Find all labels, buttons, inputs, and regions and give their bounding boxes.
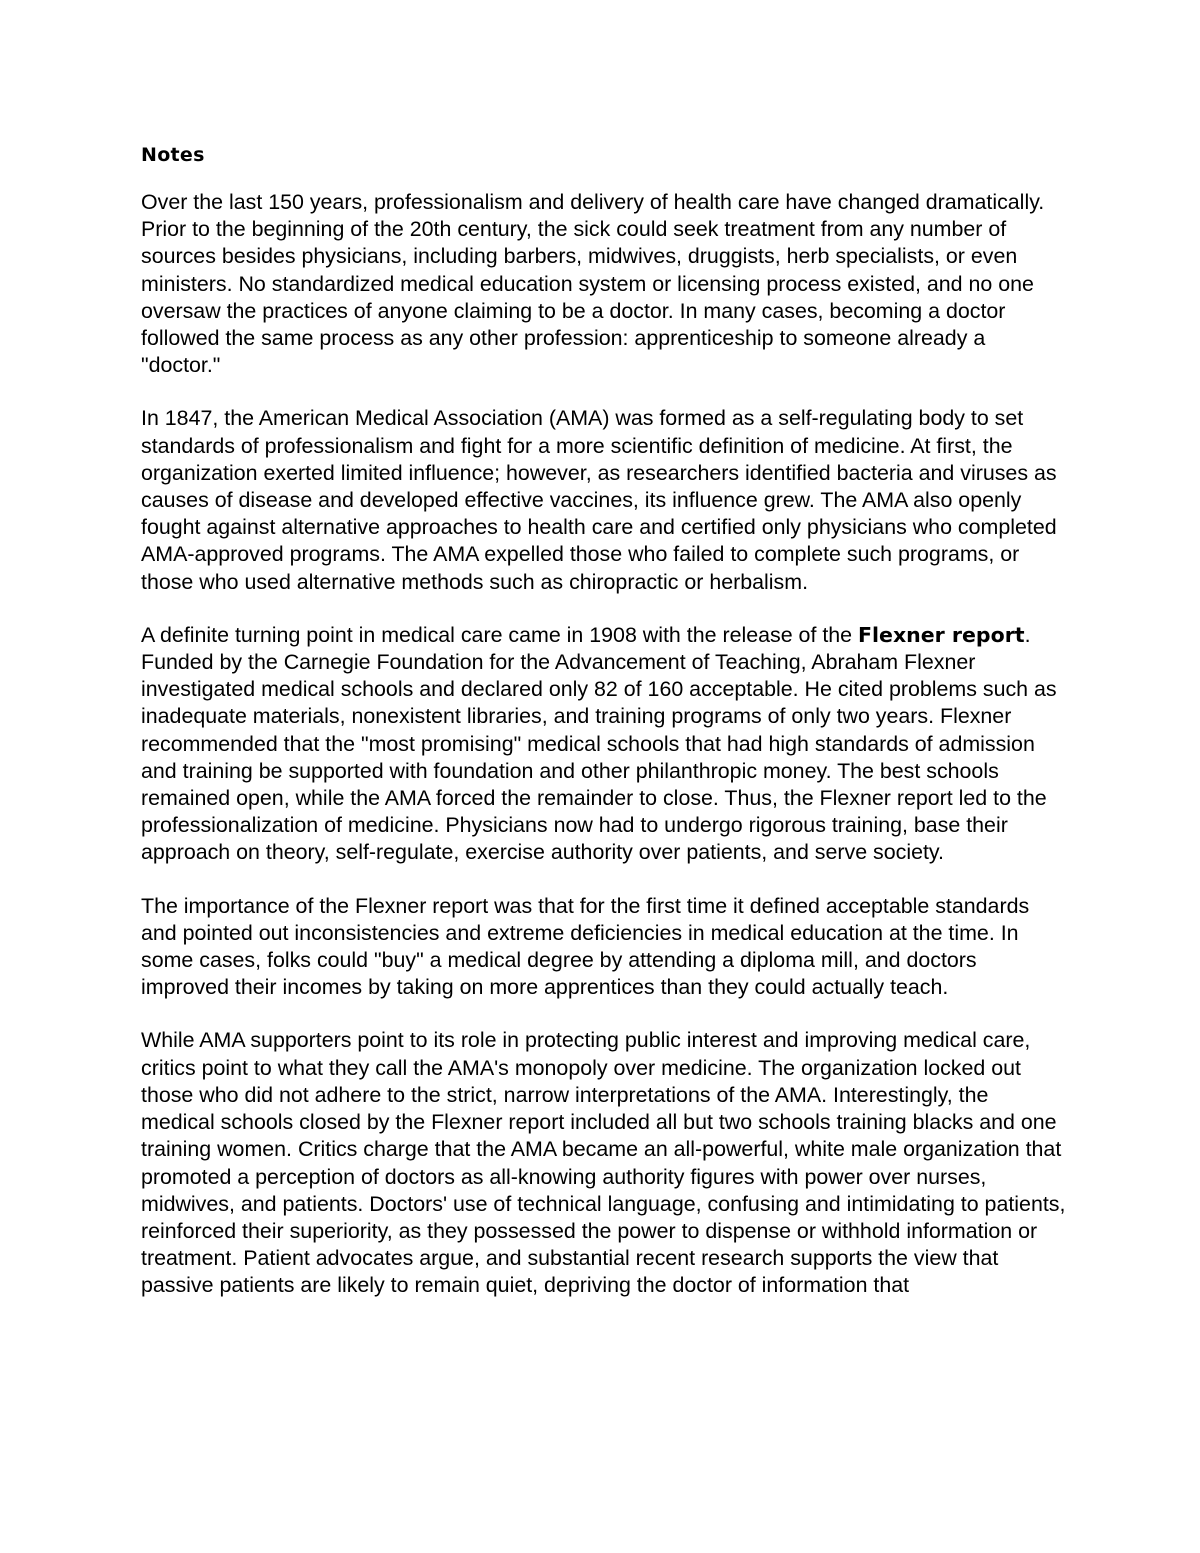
paragraph-flexner-rest: . Funded by the Carnegie Foundation for the Advancement of Teaching, Abraham Flexner investigated medical schools and declared only 82 of 160 acceptable. He cited problems such as inadequate materials, nonexistent libraries, and training programs of only two years. Flexner recommended that the "most promising" medical schools that had high standards of admission and training be supported with foundation and other philanthropic money. The best schools remained open, while the AMA forced the remainder to close. Thus, the Flexner report led to the professionalization of medicine. Physicians now had to undergo rigorous training, base their approach on theory, self-regulate, exercise authority over patients, and serve society. — [141, 622, 1057, 865]
paragraph-flexner-intro: A definite turning point in medical care came in 1908 with the release of the — [141, 622, 859, 647]
paragraph-ama-formation: In 1847, the American Medical Association (AMA) was formed as a self-regulating body to set standards of professionalism and fight for a more scientific definition of medicine. At first, the organization exerted limited influence; however, as researchers identified bacteria and viruses as causes of disease and developed effective vaccines, its influence grew. The AMA also openly fought against alternative approaches to health care and certified only physicians who completed AMA-approved programs. The AMA expelled those who failed to complete such programs, or those who used alternative methods such as chiropractic or herbalism. — [141, 406, 1057, 594]
paragraph-flexner-report — [141, 622, 1066, 867]
flexner-report-term: Flexner report — [858, 622, 1025, 647]
document-body — [141, 142, 1066, 1326]
paragraph-ama-criticism: While AMA supporters point to its role in protecting public interest and improving medical care, critics point to what they call the AMA's monopoly over medicine. The organization locked out those who did not adhere to the strict, narrow interpretations of the AMA. Interestingly, the medical schools closed by the Flexner report included all but two schools training blacks and one training women. Critics charge that the AMA became an all-powerful, white male organization that promoted a perception of doctors as all-knowing authority figures with power over nurses, midwives, and patients. Doctors' use of technical language, confusing and intimidating to patients, reinforced their superiority, as they possessed the power to dispense or withhold information or treatment. Patient advocates argue, and substantial recent research supports the view that passive patients are likely to remain quiet, depriving the doctor of information that — [141, 1028, 1066, 1298]
paragraph-history: Over the last 150 years, professionalism and delivery of health care have changed dramatically. Prior to the beginning of the 20th century, the sick could seek treatment from any number of sources besides physicians, including barbers, midwives, druggists, herb specialists, or even ministers. No standardized medical education system or licensing process existed, and no one oversaw the practices of anyone claiming to be a doctor. In many cases, becoming a doctor followed the same process as any other profession: apprenticeship to someone already a "doctor." — [141, 190, 1045, 378]
paragraph-flexner-importance: The importance of the Flexner report was that for the first time it defined acceptable standards and pointed out inconsistencies and extreme deficiencies in medical education at the time. In some cases, folks could "buy" a medical degree by attending a diploma mill, and doctors improved their incomes by taking on more apprentices than they could actually teach. — [141, 893, 1030, 1000]
notes-heading: Notes — [141, 144, 205, 166]
